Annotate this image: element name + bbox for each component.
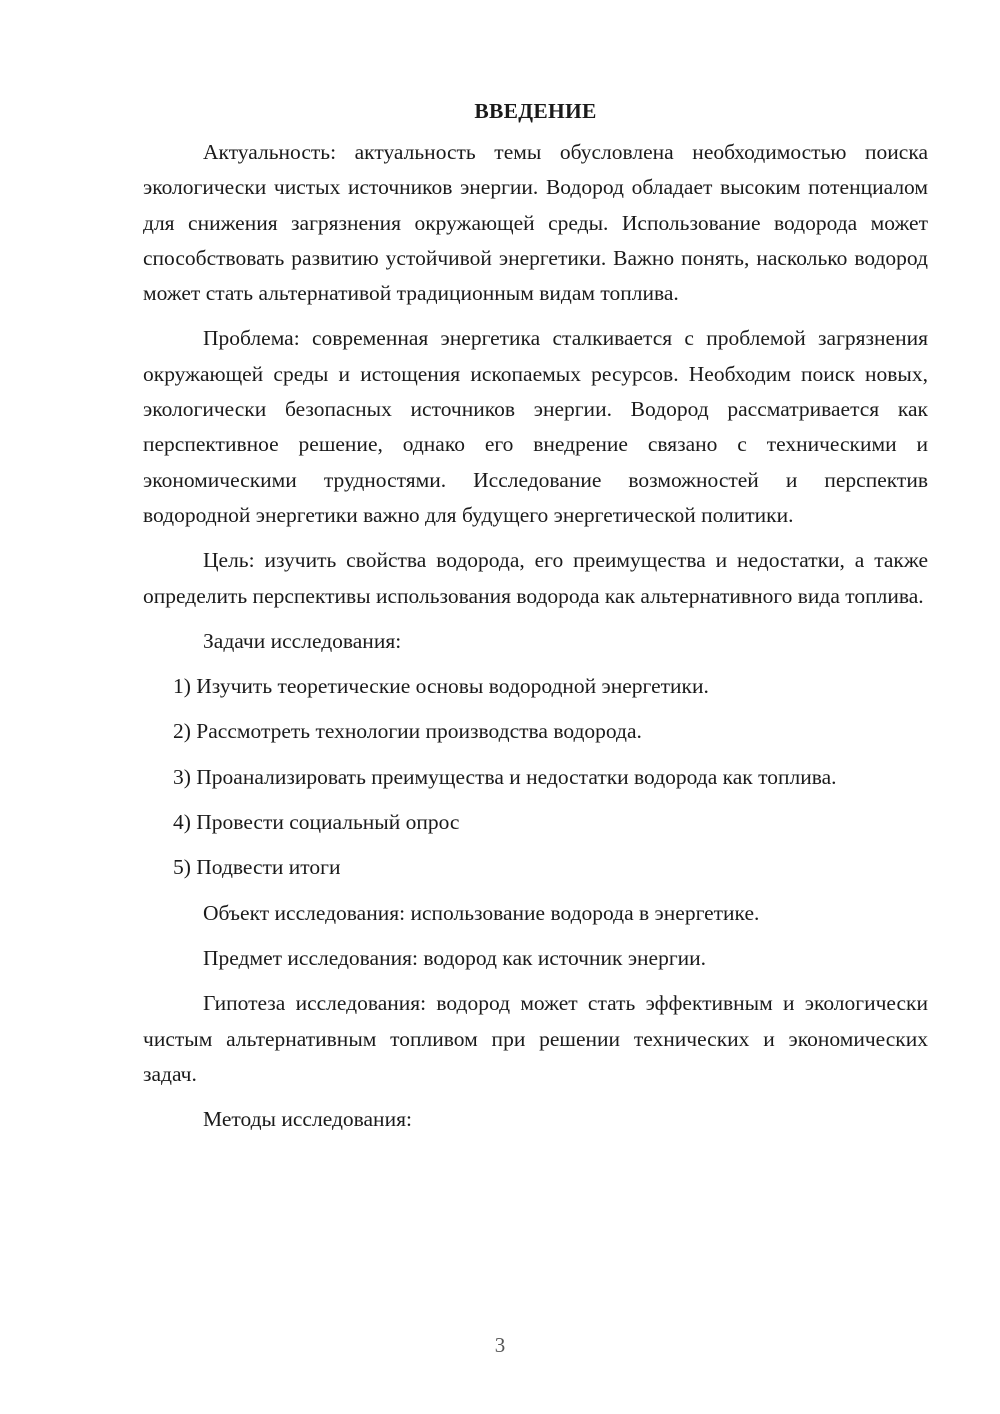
page-number: 3 (494, 1333, 506, 1357)
paragraph-tasks-heading: Задачи исследования: (203, 628, 402, 653)
section-title: ВВЕДЕНИЕ (474, 99, 597, 123)
paragraph-hypothesis: Гипотеза исследования: водород может стать эффективным и экологически чистым альтернативным топливом при решении технических и экономических задач. (143, 991, 928, 1086)
task-item-4: 4) Провести социальный опрос (173, 810, 460, 835)
task-item-1: 1) Изучить теоретические основы водородной энергетики. (173, 674, 709, 699)
paragraph-problem: Проблема: современная энергетика сталкивается с проблемой загрязнения окружающей среды и истощения ископаемых ресурсов. Необходим поиск новых, экологически безопасных источников энергии. Водород рассматривается как перспективное решение, однако его внедрение связано с техническими и экономическими трудностями. Исследование возможностей и перспектив водородной энергетики важно для будущего энергетической политики. (143, 326, 928, 527)
task-item-5: 5) Подвести итоги (173, 855, 341, 880)
document-page (143, 94, 928, 1147)
task-item-3: 3) Проанализировать преимущества и недостатки водорода как топлива. (173, 764, 837, 789)
paragraph-relevance: Актуальность: актуальность темы обусловлена необходимостью поиска экологически чистых источников энергии. Водород обладает высоким потенциалом для снижения загрязнения окружающей среды. Использование водорода может способствовать развитию устойчивой энергетики. Важно понять, насколько водород может стать альтернативой традиционным видам топлива. (143, 140, 928, 306)
paragraph-methods: Методы исследования: (203, 1107, 412, 1132)
paragraph-object: Объект исследования: использование водорода в энергетике. (203, 900, 760, 925)
task-item-2: 2) Рассмотреть технологии производства водорода. (173, 719, 642, 744)
paragraph-goal: Цель: изучить свойства водорода, его преимущества и недостатки, а также определить перспективы использования водорода как альтернативного вида топлива. (143, 548, 928, 608)
paragraph-subject: Предмет исследования: водород как источник энергии. (203, 945, 707, 970)
